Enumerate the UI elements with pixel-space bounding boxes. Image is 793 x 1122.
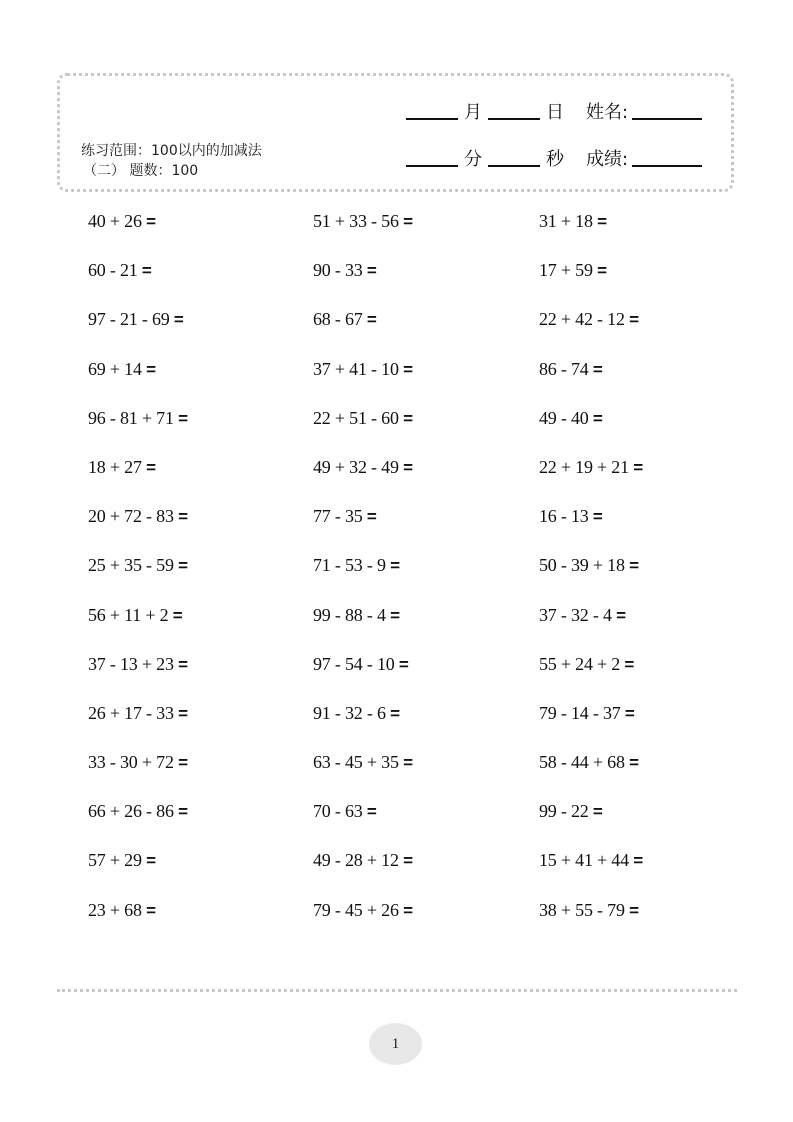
problem-expression: 50 - 39 + 18	[539, 555, 625, 576]
name-blank[interactable]	[632, 118, 702, 120]
problem-item	[88, 847, 313, 896]
problem-item	[88, 798, 313, 847]
equals-sign: =	[597, 261, 607, 281]
equals-sign: =	[624, 703, 635, 723]
equals-sign: =	[403, 851, 413, 871]
equals-sign: =	[629, 556, 639, 576]
equals-sign: =	[592, 507, 603, 527]
equals-sign: =	[629, 753, 639, 773]
name-label: 姓名:	[586, 102, 629, 123]
problem-expression: 22 + 42 - 12	[539, 309, 625, 330]
problem-item	[88, 552, 313, 601]
problem-item	[313, 602, 539, 651]
problem-expression: 20 + 72 - 83	[88, 506, 174, 527]
problem-item	[88, 208, 313, 257]
problem-item	[539, 847, 728, 896]
problem-item	[313, 306, 539, 355]
equals-sign: =	[398, 654, 409, 674]
problem-item	[313, 897, 539, 946]
equals-sign: =	[592, 802, 603, 822]
worksheet-header	[57, 73, 734, 192]
equals-sign: =	[390, 605, 400, 625]
footer-divider	[57, 989, 737, 992]
problem-expression: 69 + 14	[88, 358, 142, 379]
problem-expression: 71 - 53 - 9	[313, 555, 386, 576]
problem-expression: 90 - 33	[313, 260, 363, 281]
problem-expression: 37 - 13 + 23	[88, 653, 174, 674]
equals-sign: =	[178, 408, 188, 428]
problem-item	[539, 405, 728, 454]
equals-sign: =	[366, 507, 377, 527]
minute-blank[interactable]	[406, 165, 458, 167]
problem-item	[88, 454, 313, 503]
problem-expression: 49 + 32 - 49	[313, 456, 399, 477]
equals-sign: =	[403, 408, 413, 428]
problem-item	[88, 503, 313, 552]
problem-item	[88, 602, 313, 651]
problem-item	[313, 356, 539, 405]
equals-sign: =	[366, 802, 377, 822]
problem-item	[539, 700, 728, 749]
time-score-row	[406, 149, 702, 171]
day-label: 日	[546, 102, 564, 123]
problem-item	[539, 798, 728, 847]
equals-sign: =	[597, 212, 607, 231]
problem-expression: 37 + 41 - 10	[313, 358, 399, 379]
problem-item	[88, 651, 313, 700]
problem-expression: 22 + 19 + 21	[539, 456, 629, 477]
problem-expression: 49 - 28 + 12	[313, 850, 399, 871]
problem-item	[88, 356, 313, 405]
problem-item	[539, 602, 728, 651]
second-label: 秒	[546, 149, 564, 170]
problem-item	[88, 897, 313, 946]
equals-sign: =	[592, 359, 603, 379]
equals-sign: =	[178, 703, 188, 723]
page-number-badge	[369, 1023, 422, 1065]
problem-expression: 86 - 74	[539, 358, 589, 379]
problem-expression: 66 + 26 - 86	[88, 801, 174, 822]
problem-expression: 40 + 26	[88, 211, 142, 231]
minute-label: 分	[464, 149, 482, 170]
problem-item	[88, 749, 313, 798]
problem-expression: 25 + 35 - 59	[88, 555, 174, 576]
month-blank[interactable]	[406, 118, 458, 120]
second-blank[interactable]	[488, 165, 540, 167]
problem-expression: 68 - 67	[313, 309, 363, 330]
equals-sign: =	[146, 900, 156, 920]
problem-item	[313, 847, 539, 896]
equals-sign: =	[633, 851, 643, 871]
problem-item	[313, 651, 539, 700]
problem-expression: 31 + 18	[539, 211, 593, 231]
problem-item	[539, 454, 728, 503]
equals-sign: =	[146, 212, 156, 231]
equals-sign: =	[178, 507, 188, 527]
problem-item	[313, 454, 539, 503]
equals-sign: =	[146, 851, 156, 871]
problem-expression: 97 - 21 - 69	[88, 309, 170, 330]
problem-item	[88, 257, 313, 306]
problem-item	[313, 552, 539, 601]
problem-expression: 23 + 68	[88, 899, 142, 920]
problem-expression: 77 - 35	[313, 506, 363, 527]
problem-item	[88, 700, 313, 749]
problem-item	[88, 306, 313, 355]
equals-sign: =	[178, 654, 188, 674]
problem-expression: 15 + 41 + 44	[539, 850, 629, 871]
problem-item	[313, 257, 539, 306]
equals-sign: =	[629, 900, 639, 920]
problem-expression: 51 + 33 - 56	[313, 211, 399, 231]
problem-expression: 70 - 63	[313, 801, 363, 822]
equals-sign: =	[403, 753, 413, 773]
equals-sign: =	[390, 703, 400, 723]
equals-sign: =	[173, 310, 184, 330]
problem-grid	[88, 208, 728, 946]
equals-sign: =	[403, 359, 413, 379]
problem-expression: 16 - 13	[539, 506, 589, 527]
equals-sign: =	[366, 261, 377, 281]
equals-sign: =	[146, 457, 156, 477]
equals-sign: =	[146, 359, 156, 379]
question-count: （二） 题数：100	[83, 163, 199, 179]
date-name-row	[406, 102, 702, 124]
equals-sign: =	[366, 310, 377, 330]
problem-expression: 99 - 22	[539, 801, 589, 822]
problem-item	[313, 405, 539, 454]
problem-expression: 91 - 32 - 6	[313, 702, 386, 723]
equals-sign: =	[633, 457, 643, 477]
problem-expression: 56 + 11 + 2	[88, 604, 169, 625]
problem-expression: 60 - 21	[88, 260, 138, 281]
problem-expression: 97 - 54 - 10	[313, 653, 395, 674]
problem-expression: 18 + 27	[88, 456, 142, 477]
problem-item	[313, 700, 539, 749]
equals-sign: =	[592, 408, 603, 428]
equals-sign: =	[629, 310, 639, 330]
problem-expression: 33 - 30 + 72	[88, 752, 174, 773]
equals-sign: =	[390, 556, 400, 576]
day-blank[interactable]	[488, 118, 540, 120]
problem-expression: 58 - 44 + 68	[539, 752, 625, 773]
problem-item	[313, 798, 539, 847]
equals-sign: =	[616, 605, 626, 625]
problem-item	[539, 356, 728, 405]
problem-expression: 55 + 24 + 2	[539, 653, 621, 674]
problem-expression: 57 + 29	[88, 850, 142, 871]
problem-expression: 49 - 40	[539, 407, 589, 428]
problem-item	[539, 651, 728, 700]
equals-sign: =	[624, 654, 635, 674]
problem-item	[539, 503, 728, 552]
problem-expression: 79 - 14 - 37	[539, 702, 621, 723]
problem-expression: 22 + 51 - 60	[313, 407, 399, 428]
problem-item	[313, 208, 539, 257]
problem-item	[539, 749, 728, 798]
equals-sign: =	[403, 212, 413, 231]
equals-sign: =	[403, 900, 413, 920]
problem-expression: 79 - 45 + 26	[313, 899, 399, 920]
problem-item	[539, 897, 728, 946]
equals-sign: =	[141, 261, 152, 281]
equals-sign: =	[172, 605, 183, 625]
month-label: 月	[464, 102, 482, 123]
problem-item	[539, 552, 728, 601]
scope-title: 练习范围：100以内的加减法	[81, 143, 262, 159]
problem-expression: 38 + 55 - 79	[539, 899, 625, 920]
problem-expression: 37 - 32 - 4	[539, 604, 612, 625]
problem-expression: 99 - 88 - 4	[313, 604, 386, 625]
problem-item	[539, 208, 728, 257]
practice-scope	[81, 141, 301, 181]
problem-expression: 17 + 59	[539, 260, 593, 281]
problem-item	[313, 503, 539, 552]
equals-sign: =	[178, 556, 188, 576]
problem-item	[88, 405, 313, 454]
problem-item	[313, 749, 539, 798]
problem-item	[539, 257, 728, 306]
problem-expression: 96 - 81 + 71	[88, 407, 174, 428]
score-blank[interactable]	[632, 165, 702, 167]
problem-expression: 63 - 45 + 35	[313, 752, 399, 773]
problem-expression: 26 + 17 - 33	[88, 702, 174, 723]
score-label: 成绩:	[586, 149, 629, 170]
problem-item	[539, 306, 728, 355]
page-number: 1	[391, 1035, 400, 1052]
equals-sign: =	[178, 753, 188, 773]
equals-sign: =	[178, 802, 188, 822]
equals-sign: =	[403, 457, 413, 477]
